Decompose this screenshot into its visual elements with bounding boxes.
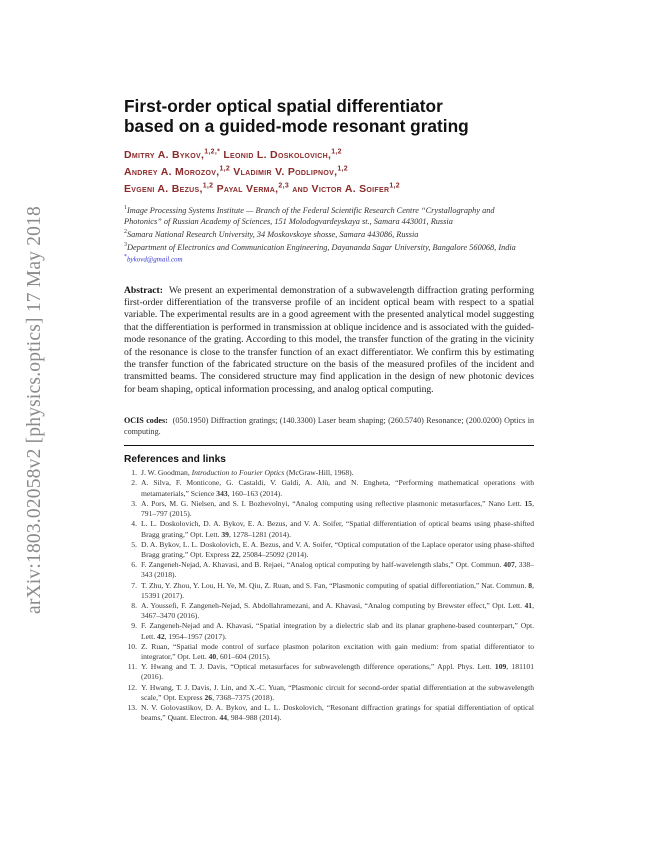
references-list [124,468,534,723]
abstract-text: We present an experimental demonstration of a subwavelength diffraction grating performing first-order differentiation of the transverse profile of an incident optical beam with respect to a spatial variable. The experimental results are in a good agreement with the presented analytical model suggesting that the differentiation is performed in transmission at oblique incidence and is associated with the guided-mode resonance of the grating. According to this model, the transfer function of the grating in the vicinity of the resonance is close to the transfer function of an exact differentiator. We confirm this by estimating the transfer function of the fabricated structure on the basis of the measured profiles of the incident and transmitted beams. The considered structure may find application in the design of new photonic devices for beam shaping, optical information processing, and analog optical computing. [124,284,534,395]
reference-item: 5. D. A. Bykov, L. L. Doskolovich, E. A. Bezus, and V. A. Soifer, “Optical computation of the Laplace operator using phase-shifted Bragg grating,” Opt. Express 22, 25084–25092 (2014). [131,539,534,559]
paper-page [124,96,534,723]
reference-item: 10. Z. Ruan, “Spatial mode control of surface plasmon polariton excitation with gain medium: from spatial differentiator to integrator,” Opt. Lett. 40, 601–604 (2015). [127,641,534,661]
references-header: References and links [124,454,226,466]
author: Vladimir V. Podlipnov,$^{1,2}$ [233,165,348,178]
reference-item: 2. A. Silva, F. Monticone, G. Castaldi, V. Galdi, A. Alù, and N. Engheta, “Performing mathematical operations with metamaterials,” Science 343, 160–163 (2014). [131,478,534,498]
reference-item: 13. N. V. Golovastikov, D. A. Bykov, and L. L. Doskolovich, “Resonant diffraction gratings for spatial differentiation of optical beams,” Quant. Electron. 44, 984–988 (2014). [127,702,534,723]
author: Payal Verma,$^{2,3}$ [216,182,290,195]
paper-title [124,96,534,136]
reference-item: 4. L. L. Doskolovich, D. A. Bykov, E. A. Bezus, and V. A. Soifer, “Spatial differentiation of optical beams using phase-shifted Bragg grating,” Opt. Lett. 39, 1278–1281 (2014). [131,519,534,539]
reference-item: 1. J. W. Goodman, Introduction to Fourier Optics (McGraw-Hill, 1968). [131,468,354,478]
author: Evgeni A. Bezus,$^{1,2}$ [124,182,214,195]
reference-item: 12. Y. Hwang, T. J. Davis, J. Lin, and X.-C. Yuan, “Plasmonic circuit for second-order spatial differentiation at the subwavelength scale,” Opt. Express 26, 7368–7375 (2018). [127,682,534,702]
reference-item: 11. Y. Hwang and T. J. Davis, “Optical metasurfaces for subwavelength difference operations,” Appl. Phys. Lett. 109, 181101 (2016). [127,662,534,682]
author: Dmitry A. Bykov,$^{1,2,*}$ [124,148,221,161]
affiliation: $^2$Samara National Research University, 34 Moskovskoye shosse, Samara 443086, Russia [124,228,419,239]
title-line-1: First-order optical spatial differentiator [124,96,443,116]
author: Andrey A. Morozov,$^{1,2}$ [124,165,231,178]
author-list [124,145,534,196]
author: Leonid L. Doskolovich,$^{1,2}$ [223,148,342,161]
reference-item: 6. F. Zangeneh-Nejad, A. Khavasi, and B. Rejaei, “Analog optical computing by half-wavelength slabs,” Opt. Commun. 407, 338–343 (2018). [131,560,534,580]
affiliation: $^3$Department of Electronics and Communication Engineering, Dayananda Sagar University, Bangalore 560068, India [124,241,516,252]
reference-item: 3. A. Pors, M. G. Nielsen, and S. I. Bozhevolnyi, “Analog computing using reflective plasmonic metasurfaces,” Nano Lett. 15, 791–797 (2015). [131,498,534,519]
title-line-2: based on a guided-mode resonant grating [124,116,469,136]
affiliations [124,203,534,266]
reference-item: 8. A. Youssefi, F. Zangeneh-Nejad, S. Abdollahramezani, and A. Khavasi, “Analog computing by Brewster effect,” Opt. Lett. 41, 3467–3470 (2016). [131,600,534,621]
arxiv-sidebar [20,170,50,650]
section-divider [124,445,534,446]
abstract [124,285,534,397]
affiliation: $^1$Image Processing Systems Institute — Branch of the Federal Scientific Research Centre “Crystallography and Photonics” of Russian Academy of Sciences, 151 Molodogvardeyskaya st., Samara 443001, Russia [124,205,495,226]
ocis-label: OCIS codes: [124,416,168,426]
abstract-label: Abstract: [124,284,163,296]
reference-item: 7. T. Zhu, Y. Zhou, Y. Lou, H. Ye, M. Qiu, Z. Ruan, and S. Fan, “Plasmonic computing of spatial differentiation,” Nat. Commun. 8, 15391 (2017). [131,580,534,600]
author: and Victor A. Soifer$^{1,2}$ [292,182,400,195]
ocis-text: (050.1950) Diffraction gratings; (140.3300) Laser beam shaping; (260.5740) Resonance; (200.0200) Optics in computing. [124,416,534,437]
ocis-codes [124,415,534,437]
corresponding-email[interactable]: *bykovd@gmail.com [124,254,183,264]
reference-item: 9. F. Zangeneh-Nejad and A. Khavasi, “Spatial integration by a dielectric slab and its planar graphene-based counterpart,” Opt. Lett. 42, 1954–1957 (2017). [131,621,534,641]
arxiv-stamp: arXiv:1803.02058v2 [physics.optics] 17 May 2018 [24,205,45,615]
